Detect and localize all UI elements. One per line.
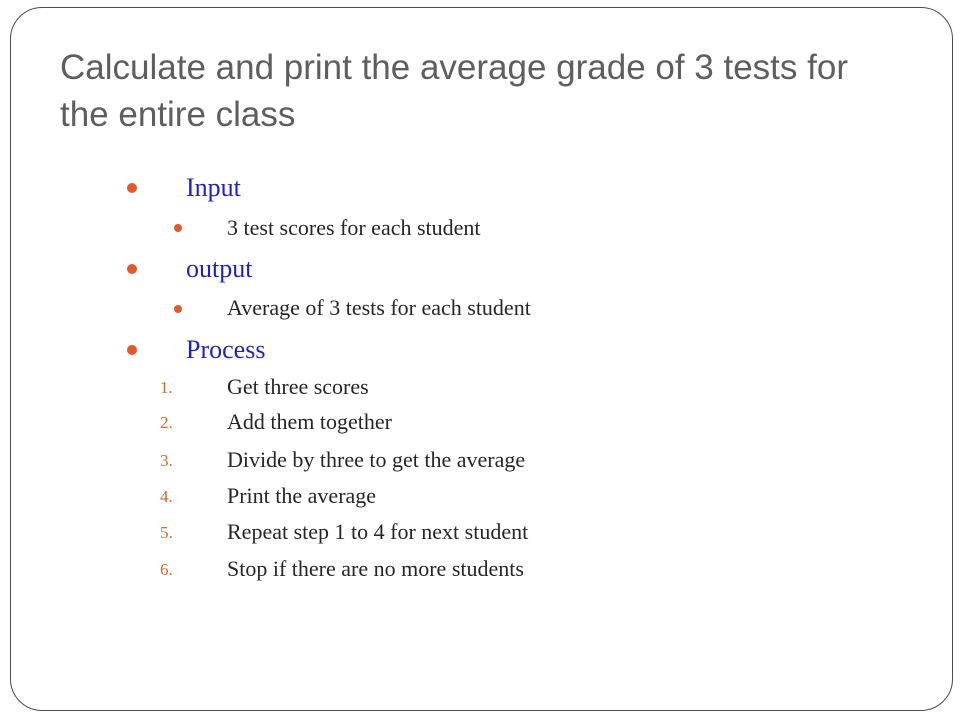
list-item: Average of 3 tests for each student bbox=[227, 295, 531, 320]
step-text: Repeat step 1 to 4 for next student bbox=[227, 519, 529, 544]
step-number: 6. bbox=[160, 560, 173, 579]
step-text: Divide by three to get the average bbox=[227, 447, 526, 472]
step-number: 1. bbox=[160, 378, 173, 397]
bullet-icon bbox=[127, 345, 137, 355]
bullet-icon bbox=[127, 264, 137, 274]
step-number: 3. bbox=[160, 451, 173, 470]
step-number: 4. bbox=[160, 487, 173, 506]
list-item: 3 test scores for each student bbox=[227, 215, 481, 240]
bullet-icon bbox=[174, 224, 182, 232]
bullet-icon bbox=[174, 305, 182, 313]
section-heading-output: output bbox=[186, 254, 253, 283]
section-heading-input: Input bbox=[186, 173, 241, 202]
step-text: Stop if there are no more students bbox=[227, 556, 524, 581]
step-text: Get three scores bbox=[227, 374, 369, 399]
section-heading-process: Process bbox=[186, 335, 266, 364]
step-number: 2. bbox=[160, 413, 173, 432]
bullet-icon bbox=[127, 183, 137, 193]
step-text: Print the average bbox=[227, 483, 377, 508]
step-number: 5. bbox=[160, 523, 173, 542]
slide-title: Calculate and print the average grade of 3 tests for the entire class bbox=[60, 48, 848, 134]
step-text: Add them together bbox=[227, 409, 392, 434]
